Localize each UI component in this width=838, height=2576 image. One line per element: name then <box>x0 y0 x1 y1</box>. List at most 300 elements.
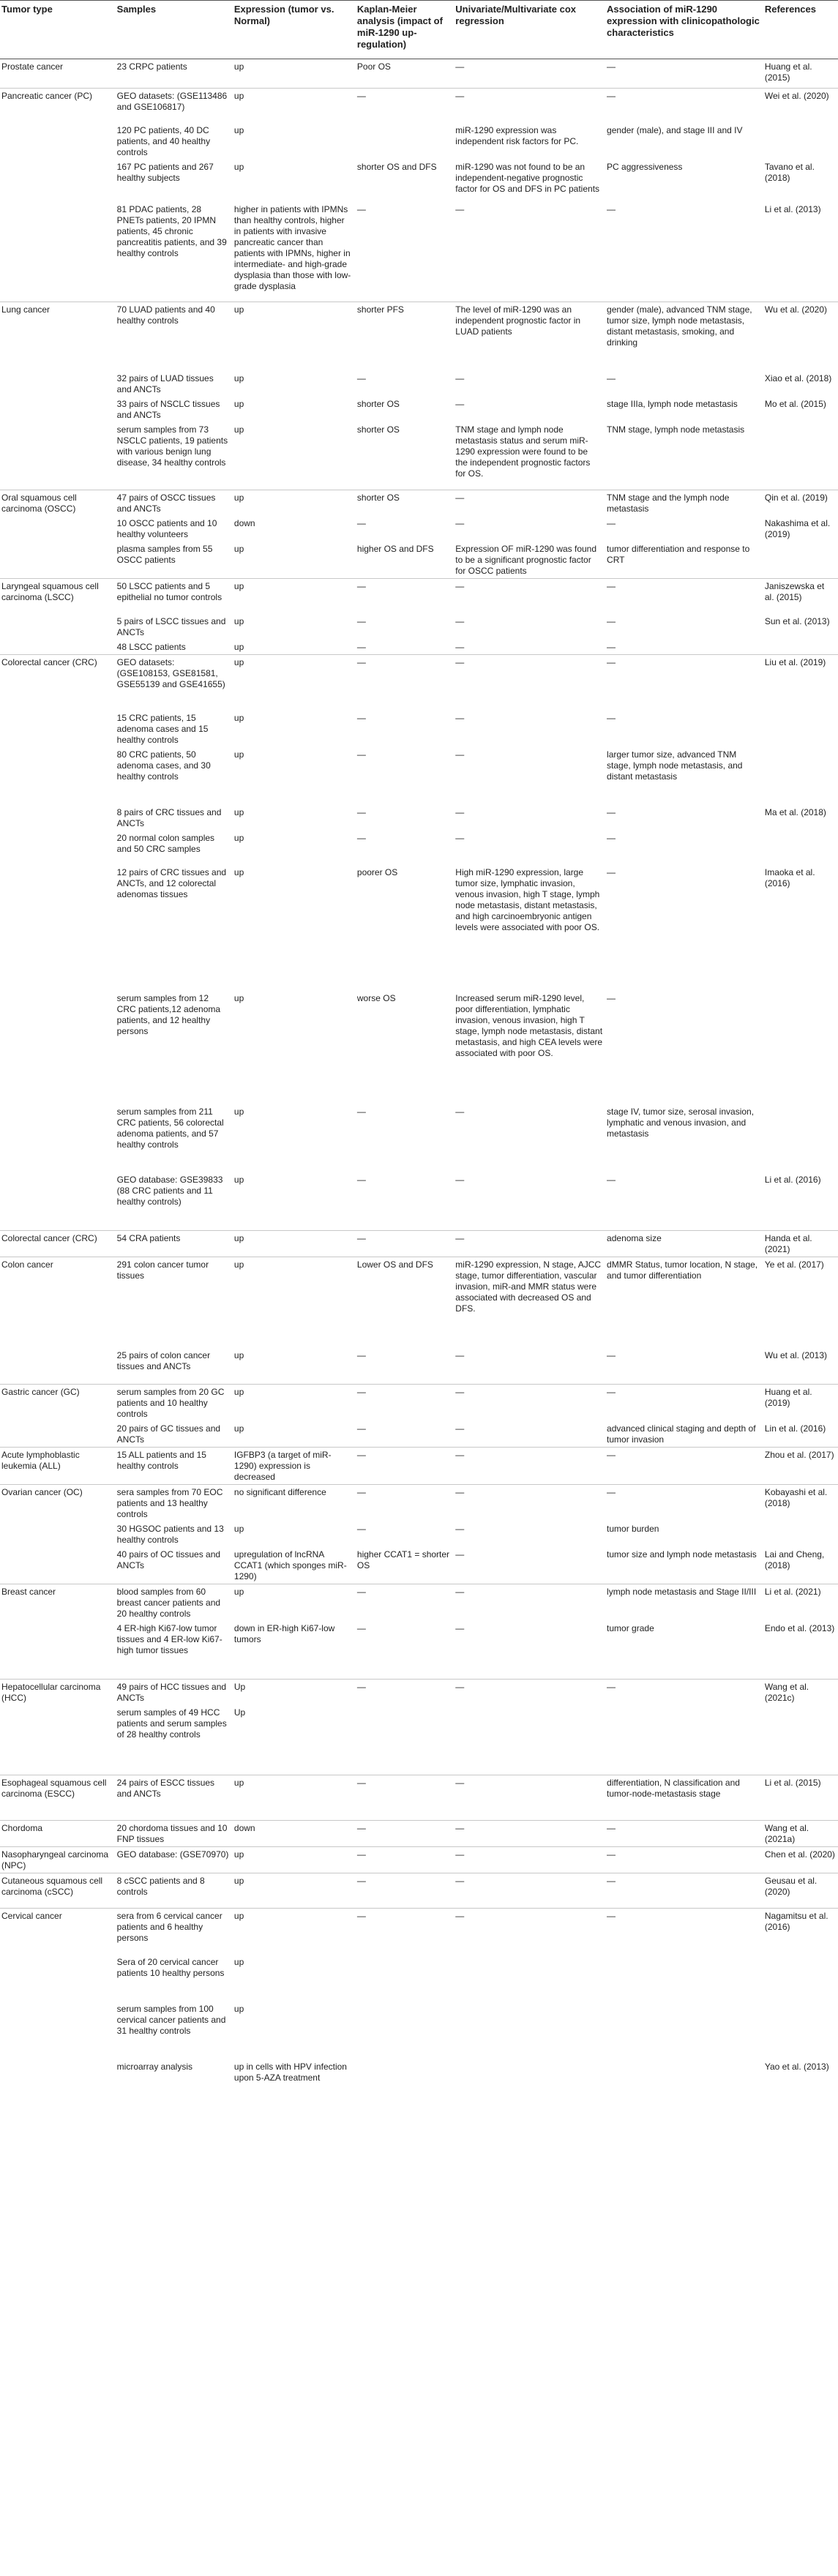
kaplan-meier-cell: shorter OS <box>356 490 454 517</box>
tumor-type-cell <box>0 831 116 865</box>
cox-regression-cell: miR-1290 expression was independent risk factors for PC. <box>455 124 579 146</box>
expression-cell: up <box>233 1775 356 1820</box>
samples-cell: 20 chordoma tissues and 10 FNP tissues <box>116 1820 233 1846</box>
reference-cell: Wang et al. (2021a) <box>763 1820 838 1846</box>
table-row <box>0 1955 838 2002</box>
clinicopathologic-cell: dMMR Status, tumor location, N stage, and tumor differentiation <box>605 1257 763 1348</box>
reference-cell: Sun et al. (2013) <box>764 615 830 626</box>
samples-cell: 80 CRC patients, 50 adenoma cases, and 30 healthy controls <box>116 749 211 782</box>
tumor-type-cell: Gastric cancer (GC) <box>0 1384 116 1421</box>
tumor-type-cell <box>0 2002 116 2059</box>
reference-cell: Ma et al. (2018) <box>764 807 826 817</box>
clinicopathologic-cell: — <box>605 1820 763 1846</box>
table-row <box>0 1230 838 1257</box>
clinicopathologic-cell: — <box>607 61 616 72</box>
tumor-type-cell <box>0 542 116 579</box>
samples-cell: 81 PDAC patients, 28 PNETs patients, 20 IPMN patients, 45 chronic pancreatitis patients, and 39 healthy controls <box>116 203 227 258</box>
expression-cell: up <box>233 749 244 760</box>
table-row <box>0 371 838 397</box>
reference-cell: Qin et al. (2019) <box>763 490 838 517</box>
expression-cell: up <box>233 2004 244 2014</box>
table-row <box>0 397 838 422</box>
samples-cell: 33 pairs of NSCLC tissues and ANCTs <box>116 398 220 420</box>
expression-cell: up <box>233 1107 244 1117</box>
table-row <box>0 2002 838 2059</box>
table-row <box>0 160 838 202</box>
header-cox-regression: Univariate/Multivariate cox regression <box>454 1 605 59</box>
reference-cell: Wei et al. (2020) <box>763 89 838 123</box>
cox-regression-cell: — <box>455 1350 465 1360</box>
tumor-type-cell <box>0 747 116 805</box>
samples-cell: 49 pairs of HCC tissues and ANCTs <box>116 1680 233 1706</box>
cox-regression-cell: — <box>455 398 465 409</box>
clinicopathologic-cell <box>605 2059 763 2108</box>
samples-cell: 20 pairs of GC tissues and ANCTs <box>116 1423 221 1445</box>
tumor-type-cell: Laryngeal squamous cell carcinoma (LSCC) <box>0 579 116 614</box>
expression-cell: up <box>233 807 244 817</box>
clinicopathologic-cell: — <box>607 372 616 383</box>
expression-cell: up <box>233 579 356 614</box>
reference-cell <box>763 831 838 865</box>
kaplan-meier-cell: — <box>356 1447 454 1484</box>
cox-regression-cell <box>454 2059 605 2108</box>
clinicopathologic-cell: tumor differentiation and response to CRT <box>607 544 750 565</box>
tumor-type-cell <box>0 711 116 747</box>
expression-cell: up in cells with HPV infection upon 5-AZA treatment <box>233 2062 347 2083</box>
cox-regression-cell: — <box>455 1622 465 1633</box>
clinicopathologic-cell: tumor size and lymph node metastasis <box>607 1549 757 1560</box>
expression-cell: up <box>233 372 244 383</box>
reference-cell: Lai and Cheng, (2018) <box>764 1549 825 1570</box>
kaplan-meier-cell: — <box>356 1384 454 1421</box>
expression-cell: no significant difference <box>233 1484 356 1521</box>
kaplan-meier-cell: — <box>356 807 366 817</box>
cox-regression-cell: Increased serum miR-1290 level, poor differentiation, lymphatic invasion, venous invasion, high T stage, lymph node metastasis, distant metastasis, and high CEA levels were associated with poor OS. <box>455 993 603 1058</box>
reference-cell <box>763 422 838 490</box>
table-row <box>0 1908 838 1955</box>
tumor-type-cell: Oral squamous cell carcinoma (OSCC) <box>0 490 116 517</box>
kaplan-meier-cell: poorer OS <box>356 867 398 877</box>
cox-regression-cell: — <box>455 1175 465 1185</box>
tumor-type-cell: Cutaneous squamous cell carcinoma (cSCC) <box>0 1873 116 1908</box>
clinicopathologic-cell: — <box>607 641 616 652</box>
reference-cell: Li et al. (2013) <box>764 203 821 214</box>
samples-cell: 23 CRPC patients <box>116 61 187 72</box>
tumor-type-cell <box>0 1705 116 1775</box>
samples-cell: GEO database: (GSE70970) <box>116 1846 233 1873</box>
expression-cell: up <box>233 833 244 843</box>
expression-cell: up <box>233 1584 356 1621</box>
tumor-type-cell <box>0 640 116 655</box>
cox-regression-cell: — <box>455 713 465 723</box>
table-row <box>0 1547 838 1584</box>
samples-cell: GEO datasets: (GSE113486 and GSE106817) <box>116 89 233 123</box>
reference-cell <box>763 542 838 579</box>
table-row <box>0 1775 838 1820</box>
expression-cell: up <box>233 1175 244 1185</box>
expression-cell: up <box>233 544 244 554</box>
clinicopathologic-cell: — <box>605 1384 763 1421</box>
cox-regression-cell: — <box>454 1846 605 1873</box>
reference-cell: Li et al. (2021) <box>763 1584 838 1621</box>
kaplan-meier-cell: — <box>356 203 366 214</box>
tumor-type-cell <box>0 397 116 422</box>
expression-cell: Up <box>233 1680 356 1706</box>
kaplan-meier-cell: — <box>356 1230 454 1257</box>
reference-cell: Huang et al. (2019) <box>763 1384 838 1421</box>
kaplan-meier-cell: shorter OS and DFS <box>356 161 437 172</box>
table-row <box>0 711 838 747</box>
table-row <box>0 614 838 640</box>
table-row <box>0 422 838 490</box>
header-kaplan-meier: Kaplan-Meier analysis (impact of miR-1290 up-regulation) <box>356 1 454 59</box>
clinicopathologic-cell: — <box>605 1447 763 1484</box>
samples-cell: Sera of 20 cervical cancer patients 10 healthy persons <box>116 1957 225 1978</box>
expression-cell: up <box>233 124 244 135</box>
clinicopathologic-cell: — <box>605 1680 763 1706</box>
clinicopathologic-cell: — <box>605 579 763 614</box>
table-row <box>0 831 838 865</box>
table-row <box>0 1257 838 1348</box>
expression-cell: up <box>233 302 356 371</box>
tumor-type-cell <box>0 123 116 160</box>
reference-cell: Chen et al. (2020) <box>763 1846 838 1873</box>
kaplan-meier-cell: — <box>356 1350 366 1360</box>
cox-regression-cell: — <box>454 1775 605 1820</box>
expression-cell: up <box>233 1523 244 1534</box>
samples-cell: 120 PC patients, 40 DC patients, and 40 healthy controls <box>116 124 211 157</box>
clinicopathologic-cell: — <box>605 654 763 711</box>
reference-cell <box>763 1955 838 2002</box>
reference-cell: Geusau et al. (2020) <box>763 1873 838 1908</box>
header-expression: Expression (tumor vs. Normal) <box>233 1 356 59</box>
clinicopathologic-cell: — <box>605 1484 763 1521</box>
cox-regression-cell: — <box>455 1549 465 1560</box>
samples-cell: serum samples from 211 CRC patients, 56 colorectal adenoma patients, and 57 healthy controls <box>116 1107 224 1150</box>
samples-cell: 40 pairs of OC tissues and ANCTs <box>116 1549 221 1570</box>
cox-regression-cell: — <box>455 641 465 652</box>
expression-cell: up <box>233 398 244 409</box>
cox-regression-cell: — <box>455 1423 465 1434</box>
samples-cell: sera from 6 cervical cancer patients and 6 healthy persons <box>116 1908 233 1955</box>
header-tumor-type: Tumor type <box>0 1 116 59</box>
samples-cell: 24 pairs of ESCC tissues and ANCTs <box>116 1775 233 1820</box>
samples-cell: 5 pairs of LSCC tissues and ANCTs <box>116 615 226 637</box>
kaplan-meier-cell <box>356 2002 454 2059</box>
table-row <box>0 490 838 517</box>
header-samples: Samples <box>116 1 233 59</box>
samples-cell: blood samples from 60 breast cancer patients and 20 healthy controls <box>116 1584 233 1621</box>
kaplan-meier-cell <box>356 123 454 160</box>
samples-cell: 8 pairs of CRC tissues and ANCTs <box>116 807 222 828</box>
reference-cell <box>763 711 838 747</box>
expression-cell: up <box>233 490 356 517</box>
cox-regression-cell: — <box>455 615 465 626</box>
expression-cell: up <box>233 424 244 435</box>
kaplan-meier-cell <box>356 1955 454 2002</box>
reference-cell: Li et al. (2015) <box>763 1775 838 1820</box>
expression-cell: higher in patients with IPMNs than healthy controls, higher in patients with invasive pancreatic cancer than patients with IPMNs, higher in intermediate- and high-grade dysplasia than those with low-grade dysplasia <box>233 203 351 291</box>
tumor-type-cell: Pancreatic cancer (PC) <box>0 89 116 123</box>
table-row <box>0 1348 838 1384</box>
tumor-type-cell: Colorectal cancer (CRC) <box>0 654 116 711</box>
expression-cell: Up <box>233 1707 246 1718</box>
clinicopathologic-cell: lymph node metastasis and Stage II/III <box>605 1584 763 1621</box>
samples-cell: 50 LSCC patients and 5 epithelial no tumor controls <box>116 579 233 614</box>
kaplan-meier-cell: — <box>356 654 454 711</box>
expression-cell: up <box>233 89 356 123</box>
clinicopathologic-cell: — <box>605 1908 763 1955</box>
cox-regression-cell: — <box>454 490 605 517</box>
samples-cell: 10 OSCC patients and 10 healthy volunteers <box>116 518 217 539</box>
cox-regression-cell: — <box>455 833 465 843</box>
kaplan-meier-cell: — <box>356 1622 366 1633</box>
cox-regression-cell: — <box>454 1384 605 1421</box>
reference-cell: Imaoka et al. (2016) <box>764 867 815 888</box>
tumor-type-cell: Acute lymphoblastic leukemia (ALL) <box>0 1447 116 1484</box>
expression-cell: up <box>233 615 244 626</box>
cox-regression-cell: — <box>455 518 465 528</box>
table-row <box>0 1873 838 1908</box>
expression-cell: up <box>233 161 244 172</box>
cox-regression-cell: miR-1290 was not found to be an independent-negative prognostic factor for OS and DFS in PC patients <box>455 161 600 194</box>
tumor-type-cell: Nasopharyngeal carcinoma (NPC) <box>0 1846 116 1873</box>
clinicopathologic-cell <box>605 1955 763 2002</box>
reference-cell: Li et al. (2016) <box>764 1175 821 1185</box>
reference-cell: Wu et al. (2013) <box>764 1350 828 1360</box>
samples-cell: 15 ALL patients and 15 healthy controls <box>116 1447 233 1484</box>
reference-cell: Xiao et al. (2018) <box>764 372 832 383</box>
expression-cell: up <box>233 1257 356 1348</box>
expression-cell: up <box>233 713 244 723</box>
clinicopathologic-cell: — <box>607 1350 616 1360</box>
kaplan-meier-cell: worse OS <box>356 993 396 1003</box>
cox-regression-cell: — <box>454 1680 605 1706</box>
samples-cell: 30 HGSOC patients and 13 healthy controls <box>116 1523 224 1545</box>
kaplan-meier-cell: — <box>356 518 366 528</box>
cox-regression-cell: — <box>455 749 465 760</box>
kaplan-meier-cell: — <box>356 749 366 760</box>
table-row <box>0 1484 838 1521</box>
samples-cell: sera samples from 70 EOC patients and 13 healthy controls <box>116 1484 233 1521</box>
kaplan-meier-cell: — <box>356 579 454 614</box>
table-row <box>0 302 838 371</box>
tumor-type-cell: Prostate cancer <box>1 61 64 72</box>
expression-cell: IGFBP3 (a target of miR-1290) expression is decreased <box>233 1447 356 1484</box>
tumor-type-cell: Cervical cancer <box>0 1908 116 1955</box>
reference-cell: Tavano et al. (2018) <box>764 161 815 183</box>
tumor-type-cell <box>0 1421 116 1448</box>
cox-regression-cell: — <box>454 579 605 614</box>
expression-cell: down <box>233 518 255 528</box>
cox-regression-cell: — <box>455 1107 465 1117</box>
cox-regression-cell: — <box>454 1820 605 1846</box>
tumor-type-cell <box>0 805 116 831</box>
cox-regression-cell: — <box>454 1908 605 1955</box>
expression-cell: up <box>233 1908 356 1955</box>
table-row <box>0 89 838 123</box>
samples-cell: 167 PC patients and 267 healthy subjects <box>116 161 214 183</box>
samples-cell: microarray analysis <box>116 2062 193 2072</box>
tumor-type-cell: Esophageal squamous cell carcinoma (ESCC) <box>0 1775 116 1820</box>
expression-cell: upregulation of lncRNA CCAT1 (which sponges miR-1290) <box>233 1549 347 1581</box>
cox-regression-cell: — <box>454 1484 605 1521</box>
clinicopathologic-cell: — <box>607 518 616 528</box>
cox-regression-cell: — <box>454 654 605 711</box>
kaplan-meier-cell: — <box>356 1107 366 1117</box>
expression-cell: down <box>233 1820 356 1846</box>
expression-cell: up <box>233 1350 244 1360</box>
clinicopathologic-cell: — <box>607 867 616 877</box>
expression-cell: up <box>233 1384 356 1421</box>
expression-cell: up <box>233 867 244 877</box>
cox-regression-cell: — <box>455 372 465 383</box>
clinicopathologic-cell <box>605 1705 763 1775</box>
table-row <box>0 579 838 614</box>
clinicopathologic-cell: TNM stage and the lymph node metastasis <box>605 490 763 517</box>
clinicopathologic-cell: — <box>607 833 616 843</box>
table-row <box>0 640 838 655</box>
tumor-type-cell <box>0 422 116 490</box>
expression-cell: up <box>233 1230 356 1257</box>
kaplan-meier-cell <box>356 1705 454 1775</box>
kaplan-meier-cell: higher CCAT1 = shorter OS <box>356 1549 450 1570</box>
reference-cell: Lin et al. (2016) <box>764 1423 826 1434</box>
table-row <box>0 1172 838 1230</box>
header-clinicopathologic: Association of miR-1290 expression with clinicopathologic characteristics <box>605 1 763 59</box>
table-row <box>0 805 838 831</box>
table-row <box>0 1584 838 1621</box>
tumor-type-cell <box>0 865 116 991</box>
table-body <box>0 59 838 2108</box>
tumor-type-cell <box>0 2059 116 2108</box>
samples-cell: 12 pairs of CRC tissues and ANCTs, and 12 colorectal adenomas tissues <box>116 867 227 899</box>
clinicopathologic-cell: advanced clinical staging and depth of tumor invasion <box>607 1423 756 1445</box>
samples-cell: GEO database: GSE39833 (88 CRC patients and 11 healthy controls) <box>116 1175 223 1207</box>
cox-regression-cell: TNM stage and lymph node metastasis status and serum miR-1290 expression were found to be the independent prognostic factors for OS. <box>455 424 591 479</box>
reference-cell: Liu et al. (2019) <box>763 654 838 711</box>
expression-cell: up <box>233 61 244 72</box>
tumor-type-cell: Chordoma <box>0 1820 116 1846</box>
tumor-type-cell: Colorectal cancer (CRC) <box>0 1230 116 1257</box>
clinicopathologic-cell: stage IIIa, lymph node metastasis <box>607 398 738 409</box>
clinicopathologic-cell: — <box>607 1175 616 1185</box>
clinicopathologic-cell: — <box>605 1873 763 1908</box>
reference-cell: Handa et al. (2021) <box>763 1230 838 1257</box>
cox-regression-cell: — <box>454 89 605 123</box>
table-row <box>0 2059 838 2108</box>
reference-cell <box>763 640 838 655</box>
reference-cell: Nagamitsu et al. (2016) <box>763 1908 838 1955</box>
samples-cell: serum samples from 73 NSCLC patients, 19 patients with various benign lung disease, 34 healthy controls <box>116 424 228 468</box>
tumor-type-cell <box>0 1955 116 2002</box>
cox-regression-cell <box>454 1955 605 2002</box>
kaplan-meier-cell: — <box>356 1908 454 1955</box>
samples-cell: 70 LUAD patients and 40 healthy controls <box>116 302 233 371</box>
clinicopathologic-cell: differentiation, N classification and tumor-node-metastasis stage <box>605 1775 763 1820</box>
samples-cell: serum samples of 49 HCC patients and serum samples of 28 healthy controls <box>116 1707 227 1740</box>
expression-cell: down in ER-high Ki67-low tumors <box>233 1622 335 1644</box>
kaplan-meier-cell: — <box>356 1423 366 1434</box>
tumor-type-cell <box>0 1621 116 1680</box>
table-row <box>0 1104 838 1172</box>
cox-regression-cell: Expression OF miR-1290 was found to be a significant prognostic factor for OSCC patients <box>455 544 597 576</box>
tumor-type-cell <box>0 371 116 397</box>
expression-cell: up <box>233 641 244 652</box>
samples-cell: 54 CRA patients <box>116 1230 233 1257</box>
samples-cell: 47 pairs of OSCC tissues and ANCTs <box>116 490 233 517</box>
expression-cell: up <box>233 1873 356 1908</box>
clinicopathologic-cell: — <box>607 203 616 214</box>
kaplan-meier-cell: — <box>356 713 366 723</box>
clinicopathologic-cell: — <box>607 807 616 817</box>
kaplan-meier-cell: — <box>356 1484 454 1521</box>
samples-cell: GEO datasets: (GSE108153, GSE81581, GSE55139 and GSE41655) <box>116 654 233 711</box>
samples-cell: 32 pairs of LUAD tissues and ANCTs <box>116 372 214 394</box>
reference-cell <box>763 1521 838 1547</box>
samples-cell: 8 cSCC patients and 8 controls <box>116 1873 233 1908</box>
table-row <box>0 1447 838 1484</box>
table-row <box>0 747 838 805</box>
expression-cell: up <box>233 654 356 711</box>
clinicopathologic-cell: stage IV, tumor size, serosal invasion, lymphatic and venous invasion, and metastasis <box>607 1107 755 1139</box>
samples-cell: 25 pairs of colon cancer tissues and ANCTs <box>116 1350 211 1371</box>
tumor-type-cell <box>0 991 116 1104</box>
cox-regression-cell: — <box>455 807 465 817</box>
reference-cell: Zhou et al. (2017) <box>763 1447 838 1484</box>
tumor-type-cell <box>0 1104 116 1172</box>
samples-cell: 291 colon cancer tumor tissues <box>116 1257 233 1348</box>
kaplan-meier-cell: — <box>356 1846 454 1873</box>
cox-regression-cell <box>454 2002 605 2059</box>
reference-cell: Yao et al. (2013) <box>764 2062 829 2072</box>
clinicopathologic-cell: — <box>607 713 616 723</box>
clinicopathologic-cell: — <box>607 615 616 626</box>
reference-cell <box>763 747 838 805</box>
table-row <box>0 1621 838 1680</box>
table-row <box>0 1846 838 1873</box>
clinicopathologic-cell: — <box>605 89 763 123</box>
table-row <box>0 1820 838 1846</box>
tumor-type-cell: Lung cancer <box>0 302 116 371</box>
header-references: References <box>763 1 838 59</box>
clinicopathologic-cell: TNM stage, lymph node metastasis <box>607 424 745 435</box>
kaplan-meier-cell: — <box>356 89 454 123</box>
kaplan-meier-cell: — <box>356 641 366 652</box>
tumor-type-cell <box>0 1547 116 1584</box>
kaplan-meier-cell: — <box>356 1775 454 1820</box>
kaplan-meier-cell: shorter OS <box>356 424 400 435</box>
cox-regression-cell: — <box>454 1584 605 1621</box>
kaplan-meier-cell: — <box>356 1175 366 1185</box>
table-row <box>0 202 838 302</box>
reference-cell <box>763 2002 838 2059</box>
reference-cell: Endo et al. (2013) <box>764 1622 835 1633</box>
table-row <box>0 1384 838 1421</box>
kaplan-meier-cell: shorter OS <box>356 398 400 409</box>
tumor-type-cell <box>0 614 116 640</box>
table-row <box>0 654 838 711</box>
cox-regression-cell: High miR-1290 expression, large tumor size, lymphatic invasion, venous invasion, high T stage, lymph node metastasis, distant metastasis, and high carcinoembryonic antigen levels were associated with poor OS. <box>455 867 600 932</box>
expression-cell: up <box>233 993 244 1003</box>
samples-cell: plasma samples from 55 OSCC patients <box>116 544 213 565</box>
samples-cell: 20 normal colon samples and 50 CRC samples <box>116 833 215 854</box>
reference-cell: Janiszewska et al. (2015) <box>763 579 838 614</box>
tumor-type-cell: Ovarian cancer (OC) <box>0 1484 116 1521</box>
reference-cell: Wu et al. (2020) <box>763 302 838 371</box>
cox-regression-cell: — <box>455 61 465 72</box>
clinicopathologic-cell: adenoma size <box>605 1230 763 1257</box>
